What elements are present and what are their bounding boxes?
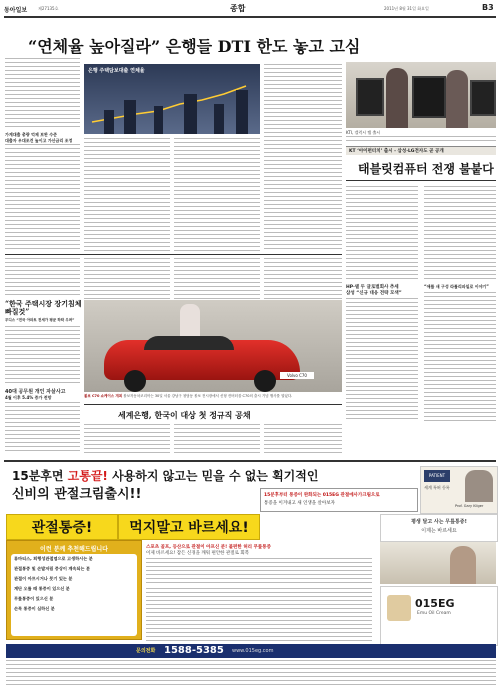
chart-building-6 <box>236 90 248 134</box>
chart-building-3 <box>154 106 163 134</box>
ad-phone-number: 1588-5385 <box>164 645 224 656</box>
ad-side-2: 이제는 바르세요 <box>421 528 457 534</box>
tablet-1 <box>356 78 384 116</box>
chart-building-5 <box>214 104 224 134</box>
ad-rec-panel <box>6 540 142 640</box>
tablet-caption-lines <box>346 136 496 142</box>
ad-person <box>450 546 476 584</box>
mid-text-f <box>264 424 342 456</box>
right-text-b <box>424 186 496 282</box>
story2-sub: 무디스 “전국 아파트 전세가 평균 하락 우려” <box>5 318 75 322</box>
ad-mid-lines <box>146 558 372 584</box>
left-rule-1 <box>5 254 342 255</box>
tablet-photo <box>346 62 496 128</box>
car-photo <box>84 300 342 392</box>
right-headline: 태블릿컴퓨터 전쟁 불붙다 <box>358 162 494 176</box>
ad-patent-block <box>420 466 498 514</box>
ad-line1b: 고통끝! <box>67 469 108 483</box>
ad-box-rub-text: 먹지말고 바르세요! <box>129 520 249 536</box>
ad-side-box <box>380 514 498 542</box>
story3-sub: 4월 이후 5.4% 증가 전망 <box>5 395 52 400</box>
story4-title: 세계은행, 한국이 대상 첫 정규직 공채 <box>118 410 251 420</box>
chart-title: 은행 주택담보대출 연체율 <box>88 68 145 74</box>
mid-text-d <box>84 424 170 456</box>
ad-mid-text <box>146 544 372 584</box>
ad-phone-label: 문의전화 <box>136 648 156 654</box>
ad-top-sub: 15분후부터 통증이 완화되는 015EG 관절에사가크림으로 <box>264 493 380 498</box>
masthead-rule <box>4 16 496 18</box>
mid-rule <box>84 404 342 405</box>
right-subhead-hp: HP·델 두 글로벌회사 추세 <box>346 285 399 290</box>
ad-patent-label: 세계 특허 등록 <box>424 485 450 490</box>
car-plate: Volvo C70 <box>280 372 314 379</box>
car-wheel-2 <box>254 370 276 392</box>
lead-text-col2 <box>84 138 170 252</box>
car-window <box>144 336 234 350</box>
ad-mid-text-1: 스포츠 골프, 등산으로 관절이 아프신 분! 불편한 허리 무릎통증 <box>146 545 271 550</box>
ad-person-photo <box>380 542 496 584</box>
left-text-c <box>5 402 80 454</box>
ad-rec-list <box>11 554 137 636</box>
ad-site: www.015eg.com <box>232 648 274 654</box>
right-subhead-apple: “애플 새 구성 라틀리파일로 이야기” <box>424 284 489 289</box>
car-caption-text: 볼보자동차코리아는 30일 서울 강남구 청담동 볼보 전시장에서 신형 컨버터블 C70의 출시 기념 행사를 열었다. <box>123 394 293 398</box>
car-caption <box>84 394 342 399</box>
lead-subhead-2: 대출자 우대조건 높이고 가산금리 조정 <box>5 138 73 143</box>
page-number: B3 <box>482 3 494 12</box>
issue-date: 2011년 8월 31일 화요일 <box>384 6 429 11</box>
car-caption-title: 볼보 C70 쇼케이스 개최 <box>84 394 123 398</box>
ad-top-sub2: 통증을 이겨내고 새 인생을 살아보자 <box>264 501 335 506</box>
ad-rec-item: 류마티스, 퇴행성관절염으로 고생하시는 분 <box>14 556 93 561</box>
right-text-d <box>424 292 496 422</box>
lead-chart <box>84 64 260 134</box>
lead-text-col4 <box>264 64 342 252</box>
ad-rec-item: 무릎통증이 있으신 분 <box>14 596 54 601</box>
ad-box-rub <box>118 514 260 540</box>
ad-doctor-name: Prof. Gary Kilger <box>455 504 484 508</box>
right-headline-rule <box>346 180 496 181</box>
ad-line1a: 15분후면 <box>12 469 68 483</box>
ad-phone-bar[interactable] <box>6 644 496 658</box>
ad-patent-seal: PATIENT <box>424 470 450 482</box>
left-text-a <box>5 258 80 298</box>
lead-text-col3 <box>174 138 260 252</box>
issue-number: 제27135호 <box>38 6 59 11</box>
ad-doctor-photo <box>465 470 493 502</box>
chart-building-4 <box>184 94 197 134</box>
ad-side-1: 평생 달고 사는 무릎통증! <box>411 519 467 525</box>
person-2 <box>446 70 468 128</box>
lead-subhead-1: 가계대출 총량 억제 보완 수준 <box>5 132 57 137</box>
ad-mid-lines-2 <box>146 588 372 642</box>
ad-rec-title: 이런 분께 추천해드립니다 <box>40 546 108 553</box>
right-subhead-hp2: 삼성 “신규 대응 전략 모색” <box>346 291 402 296</box>
ad-product-sub: Emu Oil Cream <box>417 611 451 616</box>
right-text-c <box>346 298 418 422</box>
ad-mid-text-2: 이제 바르세요! 잠든 신경을 깨워 편안한 관절로 회복 <box>146 551 250 556</box>
paper-name: 동아일보 <box>4 7 28 14</box>
right-text-a <box>346 186 418 282</box>
ad-top-sub-box <box>260 488 418 512</box>
person-1 <box>386 68 408 128</box>
ad-line2: 신비의 관절크림출시!! <box>12 487 142 500</box>
left-text-b <box>5 326 80 386</box>
chart-building-1 <box>104 110 114 134</box>
ad-rec-item: 계단 오를 때 통증이 있으신 분 <box>14 586 70 591</box>
ad-product-box <box>380 586 498 646</box>
ad-footer-lines <box>6 660 496 686</box>
story3-title: 40대 공무원 개인 자살사고 <box>5 389 66 395</box>
masthead <box>4 3 496 15</box>
ad-rec-item: 관절이 아프시거나 붓기 있는 분 <box>14 576 73 581</box>
ad-rule <box>4 460 496 462</box>
ad-line1 <box>12 467 318 484</box>
car-wheel-1 <box>124 370 146 392</box>
ad-box-pain-text: 관절통증! <box>31 520 93 536</box>
chart-building-2 <box>124 100 136 134</box>
mid-text-e <box>174 424 260 456</box>
ad-rec-item: 손목 통증이 심하신 분 <box>14 606 55 611</box>
lead-text-col1b <box>5 144 80 252</box>
ad-rec-item: 관절통증 및 손발저림 증상이 계속되는 분 <box>14 566 91 571</box>
ad-product-logo: 015EG <box>415 597 455 610</box>
tablet-2 <box>412 76 446 118</box>
story2-title: “한국 주택시장 장기침체 빠질것” <box>5 299 82 316</box>
ad-product-jar <box>387 595 411 621</box>
tablet-3 <box>470 80 496 116</box>
section-label: 종합 <box>230 4 246 13</box>
lead-headline: “연체율 높아질라” 은행들 DTI 한도 놓고 고심 <box>28 37 361 56</box>
chart-svg <box>84 64 260 134</box>
tablet-caption: KTI, 갤럭시 탭 출시 <box>346 130 381 135</box>
kt-bar: KT ‘아이펀터치’ 출시 - 삼성·LG전자도 곧 공개 <box>346 146 496 155</box>
ad-box-pain <box>6 514 118 540</box>
ad-line1c: 사용하지 않고는 믿을 수 없는 획기적인 <box>107 469 319 483</box>
lead-text-col1 <box>5 58 80 130</box>
